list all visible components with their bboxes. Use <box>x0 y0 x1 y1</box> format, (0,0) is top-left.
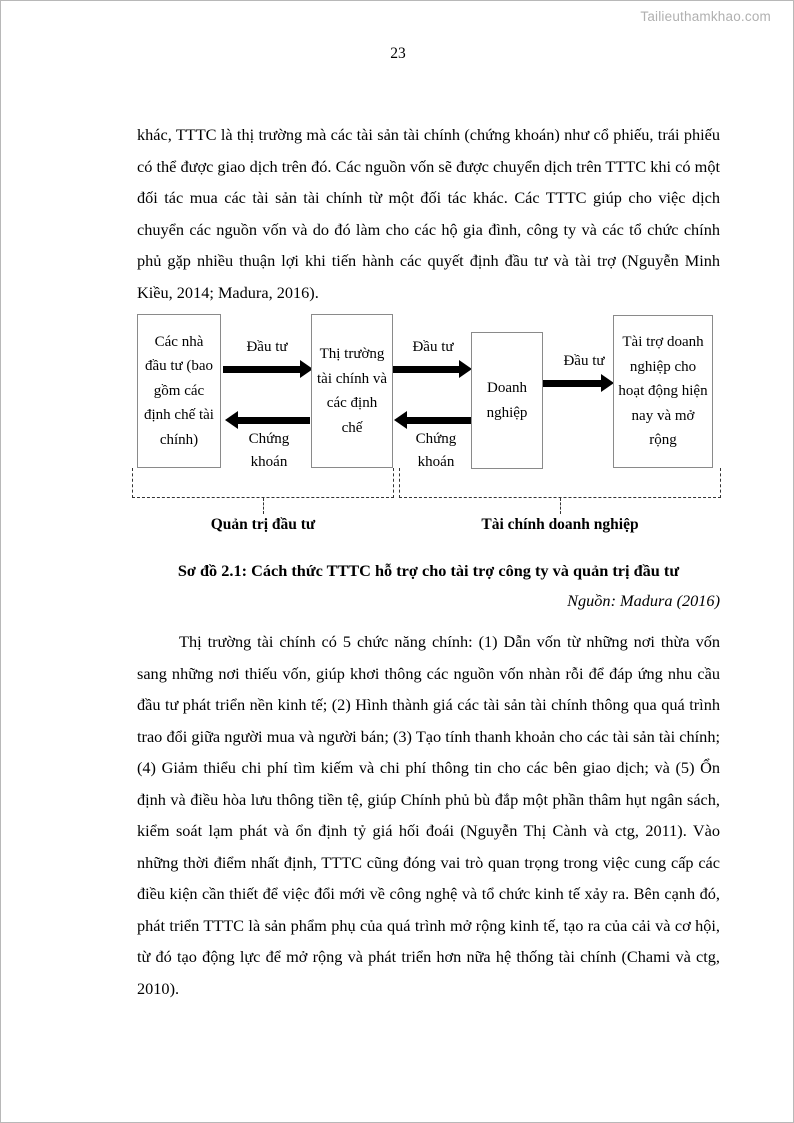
group-label-corporate-finance: Tài chính doanh nghiệp <box>481 516 639 533</box>
group-label-investment-management: Quản trị đầu tư <box>210 516 316 533</box>
bracket-tick-right <box>560 498 561 514</box>
arrow-label-invest-1: Đầu tư <box>246 339 288 355</box>
arrow-invest-1 <box>223 366 300 373</box>
arrow-invest-3 <box>543 380 601 387</box>
page-content <box>137 119 720 1004</box>
arrow-label-invest-3: Đầu tư <box>563 353 605 369</box>
arrow-label-invest-2: Đầu tư <box>412 339 454 355</box>
diagram-box-financial-market: Thị trường tài chính và các định chế <box>311 314 393 468</box>
page-number: 23 <box>390 45 406 62</box>
arrow-head-securities-1 <box>225 411 238 429</box>
figure-caption: Sơ đồ 2.1: Cách thức TTTC hỗ trợ cho tài trợ công ty và quản trị đầu tư <box>177 561 680 580</box>
paragraph-intro: khác, TTTC là thị trường mà các tài sản tài chính (chứng khoán) như cổ phiếu, trái phiếu có thể được giao dịch trên đó. Các nguồn vốn sẽ được chuyển dịch trên TTTC khi có một đối tác mua các tài sản tài chính từ một đối tác khác. Các TTTC giúp cho việc dịch chuyển các nguồn vốn và do đó làm cho các hộ gia đình, công ty và các tổ chức chính phủ gặp nhiều thuận lợi khi tiến hành các quyết định đầu tư và tài trợ (Nguyễn Minh Kiều, 2014; Madura, 2016). <box>137 125 720 302</box>
diagram-box-corporate-funding: Tài trợ doanh nghiệp cho hoạt động hiện nay và mở rộng <box>613 315 713 468</box>
figure-source: Nguồn: Madura (2016) <box>567 591 720 610</box>
bracket-left-group <box>132 468 394 498</box>
arrow-securities-2 <box>407 417 471 424</box>
paragraph-functions: Thị trường tài chính có 5 chức năng chính: (1) Dẫn vốn từ những nơi thừa vốn sang những nơi thiếu vốn, giúp khơi thông các nguồn vốn nhàn rỗi để đáp ứng nhu cầu đầu tư phát triển nền kinh tế; (2) Hình thành giá các tài sản tài chính thông qua quá trình trao đổi giữa người mua và người bán; (3) Tạo tính thanh khoản cho các tài sản tài chính; (4) Giảm thiểu chi phí tìm kiếm và chi phí thông tin cho các bên giao dịch; và (5) Ổn định và điều hòa lưu thông tiền tệ, giúp Chính phủ bù đắp một phần thâm hụt ngân sách, kiểm soát lạm phát và ổn định tỷ giá hối đoái (Nguyễn Thị Cành và ctg, 2011). Vào những thời điểm nhất định, TTTC cũng đóng vai trò quan trọng trong việc cung cấp các điều kiện cần thiết để việc đổi mới về công nghệ và tổ chức kinh tế xảy ra. Bên cạnh đó, phát triển TTTC là sản phẩm phụ của quá trình mở rộng kinh tế, tạo ra của cải và cơ hội, từ đó tạo động lực để mở rộng và phát triển hơn nữa hệ thống tài chính (Chami và ctg, 2010). <box>137 632 720 998</box>
diagram-box-investors: Các nhà đầu tư (bao gồm các định chế tài chính) <box>137 314 221 468</box>
bracket-tick-left <box>263 498 264 514</box>
diagram-box-enterprise: Doanh nghiệp <box>471 332 543 469</box>
figure-diagram <box>1 314 794 556</box>
watermark: Tailieuthamkhao.com <box>640 9 771 24</box>
arrow-invest-2 <box>393 366 459 373</box>
arrow-label-securities-1: Chứng khoán <box>248 431 290 470</box>
bracket-right-group <box>399 468 721 498</box>
arrow-label-securities-2: Chứng khoán <box>415 431 457 470</box>
arrow-securities-1 <box>238 417 310 424</box>
arrow-head-securities-2 <box>394 411 407 429</box>
